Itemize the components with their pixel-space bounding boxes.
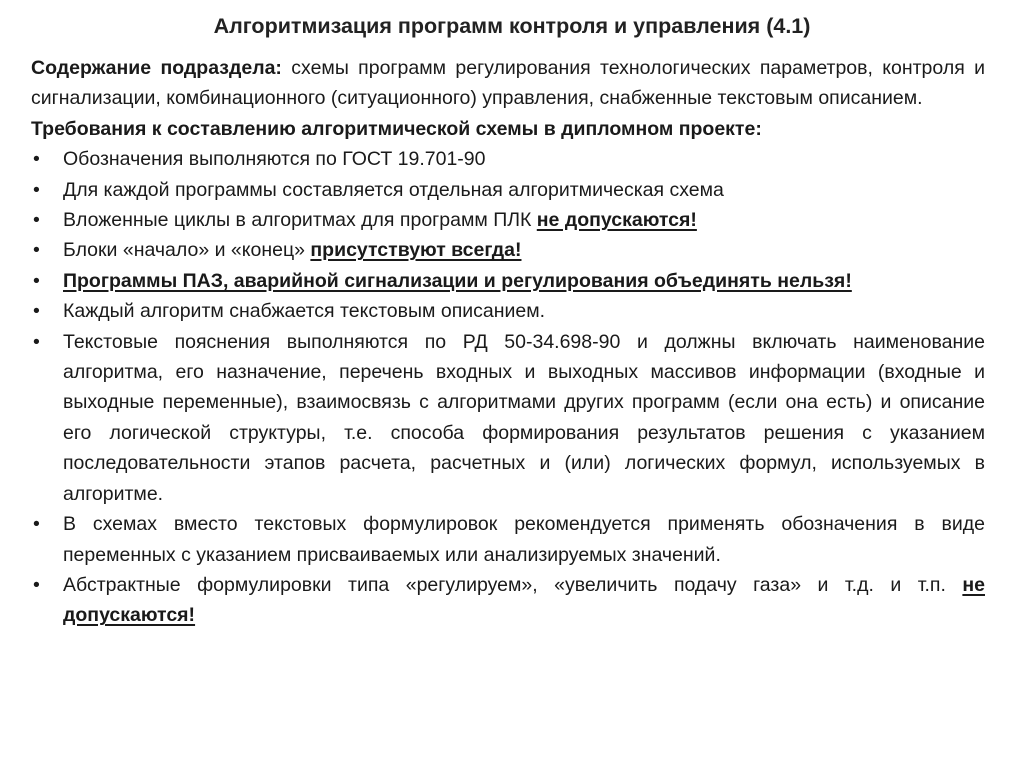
content-section-label: Содержание подраздела:: [31, 57, 282, 79]
requirements-heading-paragraph: [31, 114, 985, 144]
list-item-text: Абстрактные формулировки типа «регулируем», «увеличить подачу газа» и т.д. и т.п.: [63, 573, 963, 596]
list-item: [31, 509, 985, 570]
bullet-icon: •: [33, 209, 40, 232]
list-item: [31, 296, 985, 326]
bullet-icon: •: [33, 513, 40, 536]
slide-content: [31, 53, 985, 631]
list-item-text: В схемах вместо текстовых формулировок рекомендуется применять обозначения в виде переменных с указанием присваиваемых или анализируемых значений.: [63, 513, 985, 566]
content-section-text: схемы программ регулирования технологических параметров, контроля и сигнализации, комбинационного (ситуационного) управления, снабженные текстовым описанием.: [31, 57, 985, 110]
page-title: Алгоритмизация программ контроля и управления (4.1): [213, 14, 811, 38]
list-item-emphasis: не допускаются!: [63, 573, 985, 627]
list-item-text: Каждый алгоритм снабжается текстовым описанием.: [63, 300, 546, 323]
list-item: [31, 175, 985, 205]
list-item-text: Вложенные циклы в алгоритмах для программ ПЛК: [63, 209, 537, 232]
list-item-text: Для каждой программы составляется отдельная алгоритмическая схема: [63, 178, 724, 201]
bullet-icon: •: [33, 239, 40, 262]
list-item-text: Обозначения выполняются по ГОСТ 19.701-90: [63, 148, 486, 171]
list-item: [31, 327, 985, 509]
list-item: [31, 144, 985, 174]
list-item: [31, 235, 985, 265]
requirements-heading: Требования к составлению алгоритмической схемы в дипломном проекте:: [31, 117, 762, 140]
list-item-emphasis: не допускаются!: [536, 209, 697, 232]
bullet-icon: •: [33, 269, 40, 292]
list-item: [31, 266, 985, 296]
list-item: [31, 205, 985, 235]
requirements-list: [31, 144, 985, 631]
bullet-icon: •: [33, 300, 40, 323]
bullet-icon: •: [33, 330, 40, 353]
bullet-icon: •: [33, 178, 40, 201]
bullet-icon: •: [33, 148, 40, 171]
content-section-paragraph: [31, 53, 985, 114]
list-item-emphasis: присутствуют всегда!: [310, 239, 522, 262]
bullet-icon: •: [33, 573, 40, 596]
list-item-text: Блоки «начало» и «конец»: [63, 239, 311, 262]
list-item-text: Текстовые пояснения выполняются по РД 50-34.698-90 и должны включать наименование алгоритма, его назначение, перечень входных и выходных массивов информации (входные и выходные переменные), взаимосвязь с алгоритмами других программ (если она есть) и описание его логической структуры, т.е. способа формирования результатов решения с указанием последовательности этапов расчета, расчетных и (или) логических формул, используемых в алгоритме.: [63, 330, 985, 505]
list-item: [31, 570, 985, 631]
list-item-emphasis: Программы ПАЗ, аварийной сигнализации и регулирования объединять нельзя!: [63, 269, 852, 292]
